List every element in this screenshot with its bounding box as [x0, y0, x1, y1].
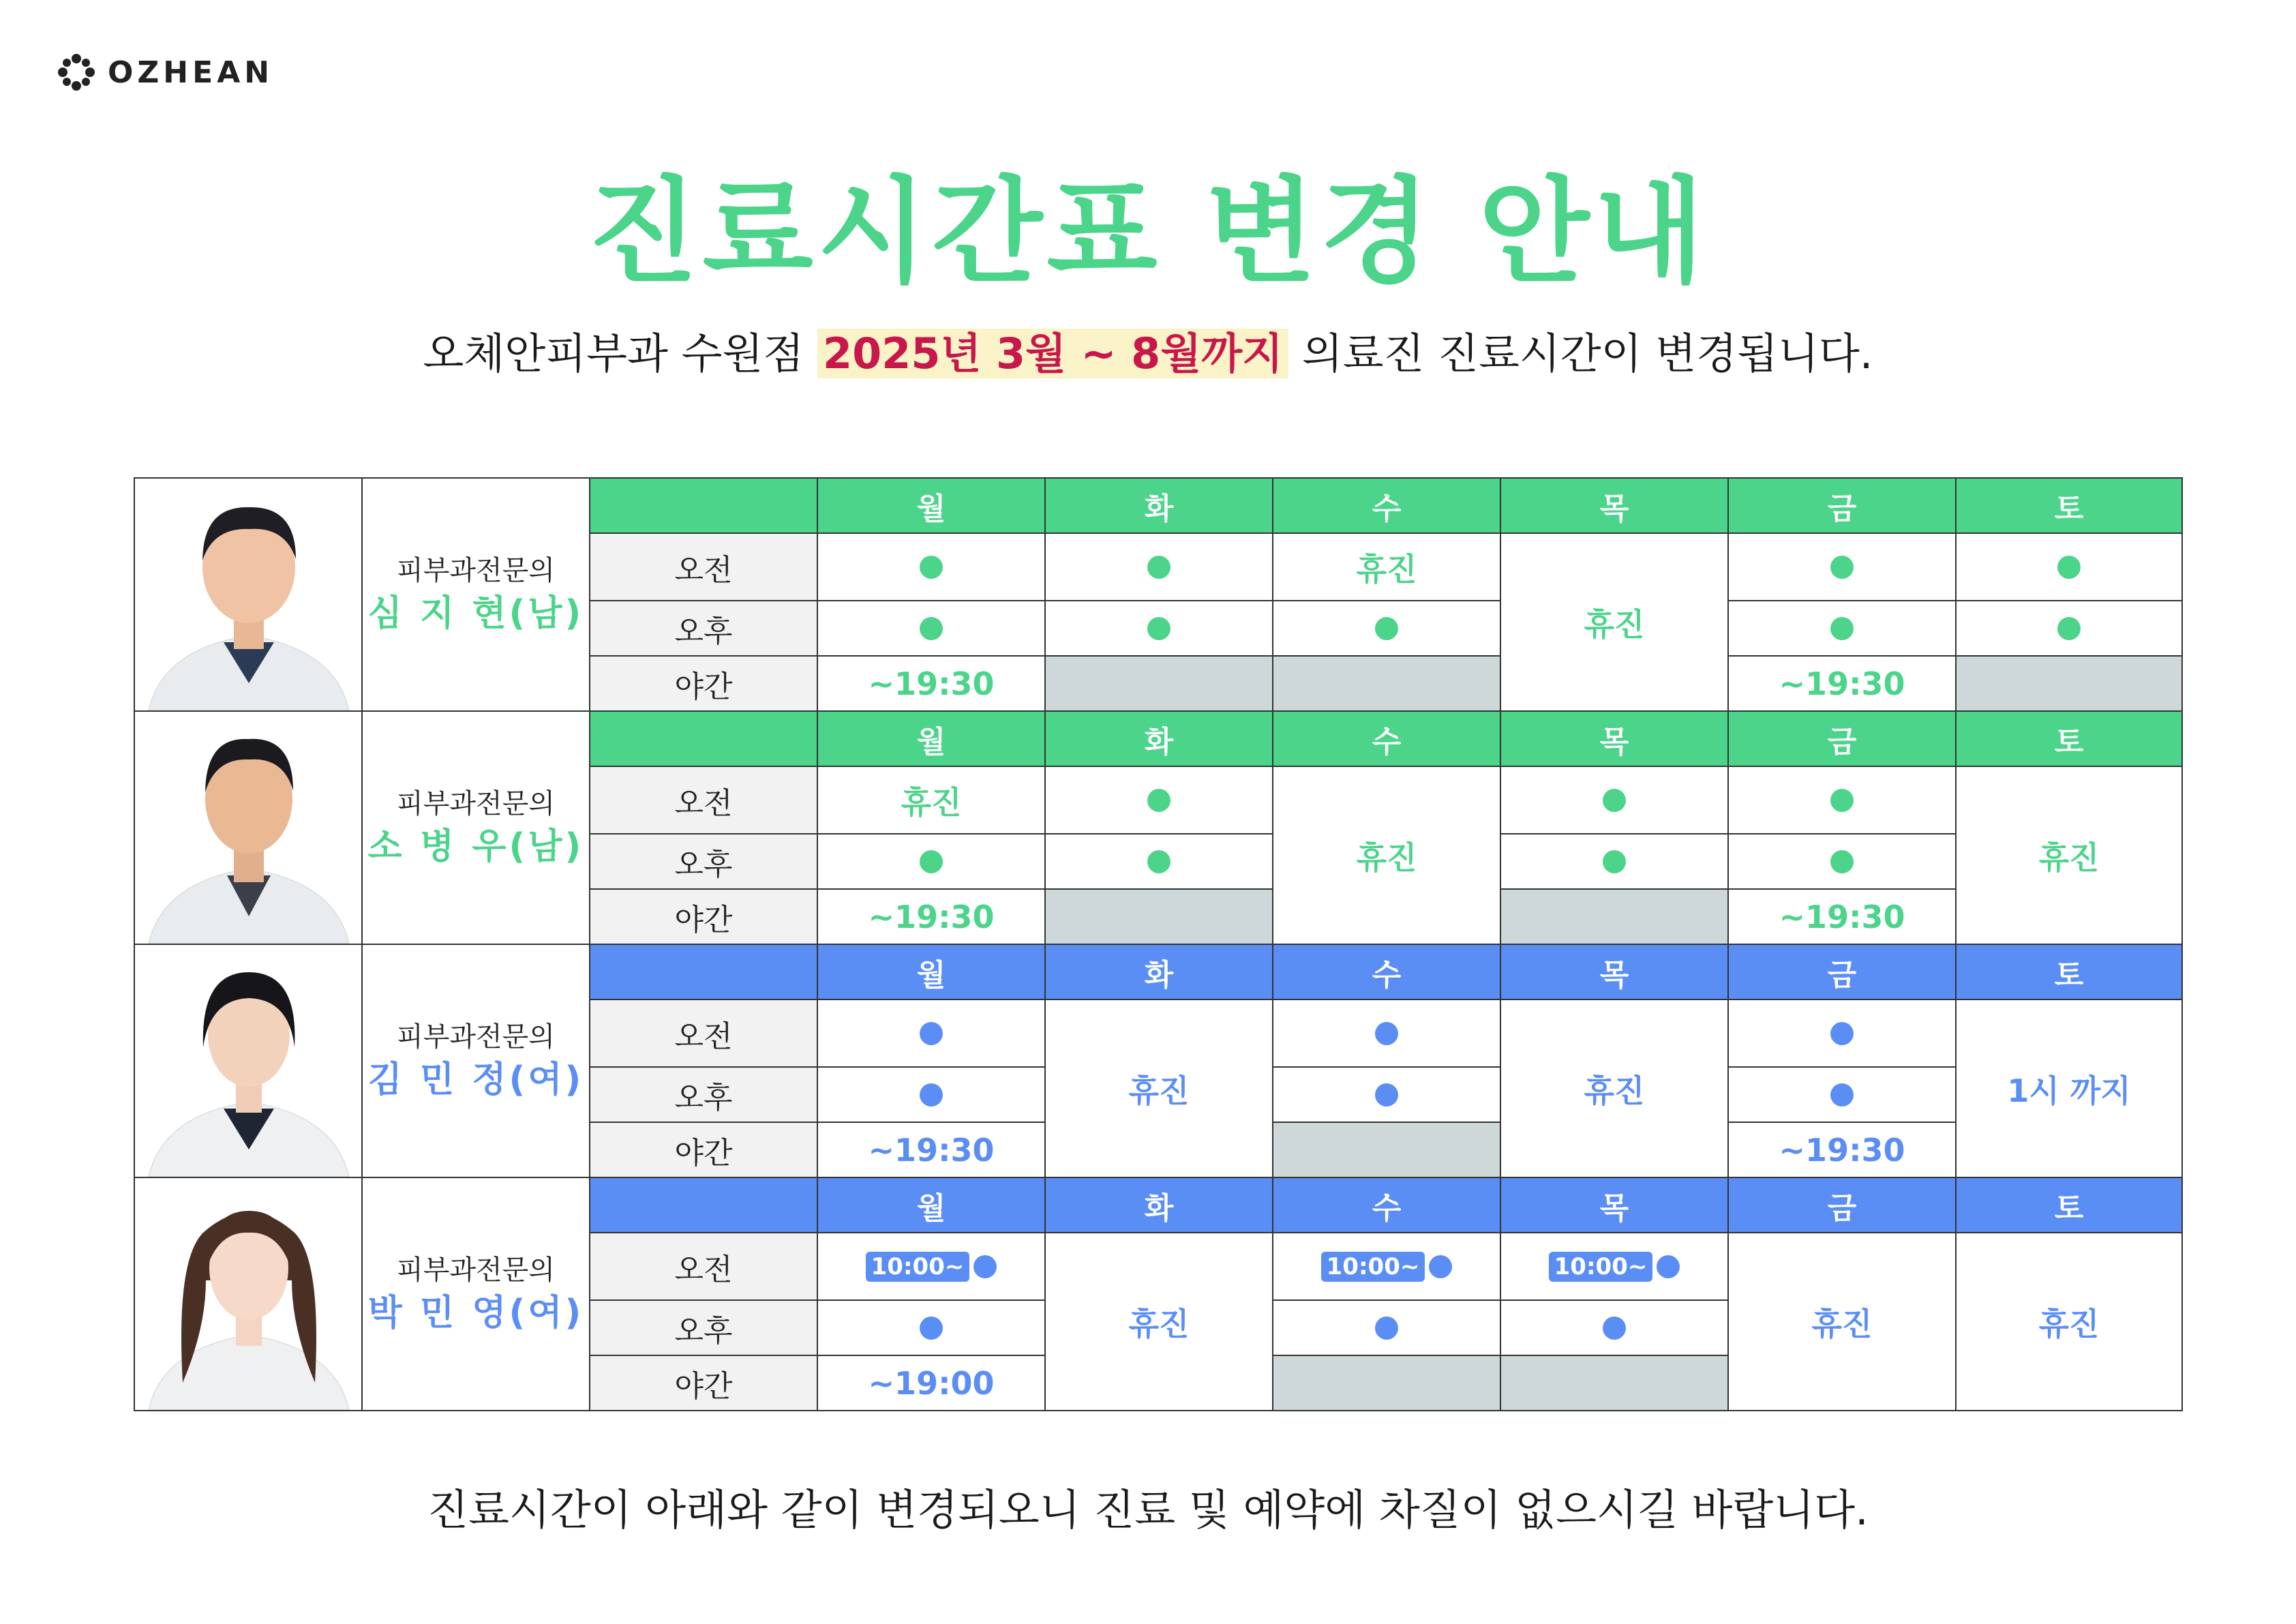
slot — [1045, 601, 1273, 656]
page-title: 진료시간표 변경 안내 — [588, 165, 1708, 299]
available-dot-icon — [1429, 1255, 1452, 1278]
header-blank — [590, 944, 817, 999]
slot — [1500, 766, 1728, 834]
day-sat: 토 — [1956, 478, 2182, 533]
night-slot: ~19:30 — [817, 1122, 1045, 1177]
available-dot-icon — [1603, 789, 1626, 812]
slot — [1728, 766, 1956, 834]
period-night: 야간 — [590, 889, 817, 944]
available-dot-icon — [920, 617, 943, 640]
period-pm: 오후 — [590, 1300, 817, 1355]
doctor-3-role: 피부과전문의 — [397, 1021, 555, 1053]
doctor-1-role: 피부과전문의 — [397, 555, 555, 586]
slot — [1045, 834, 1273, 889]
slot — [1956, 533, 2182, 601]
doctor-4-role: 피부과전문의 — [397, 1254, 555, 1286]
available-dot-icon — [1147, 789, 1170, 812]
available-dot-icon — [1830, 1022, 1854, 1045]
available-dot-icon — [1830, 556, 1854, 579]
day-tue: 화 — [1045, 711, 1273, 766]
day-wed: 수 — [1273, 944, 1500, 999]
closed-slot: 휴진 — [1956, 766, 2182, 944]
available-dot-icon — [1830, 1083, 1854, 1107]
doctor-3-header-row — [134, 944, 2182, 999]
slot — [1728, 533, 1956, 601]
day-wed: 수 — [1273, 711, 1500, 766]
doctor-portrait-icon — [135, 1178, 362, 1410]
period-pm: 오후 — [590, 1067, 817, 1122]
period-night: 야간 — [590, 1122, 817, 1177]
doctor-1-name: 심 지 현(남) — [367, 593, 584, 634]
closed-slot: 휴진 — [1045, 999, 1273, 1177]
day-mon: 월 — [817, 478, 1045, 533]
available-dot-icon — [1603, 1317, 1626, 1340]
doctor-4-name-cell — [362, 1177, 590, 1411]
day-sat: 토 — [1956, 944, 2182, 999]
available-dot-icon — [920, 1083, 943, 1107]
day-sat: 토 — [1956, 711, 2182, 766]
available-dot-icon — [2057, 617, 2081, 640]
slot — [1728, 601, 1956, 656]
slot — [1273, 999, 1500, 1067]
header-blank — [590, 478, 817, 533]
available-dot-icon — [920, 556, 943, 579]
doctor-3-photo — [134, 944, 362, 1177]
slot — [1273, 601, 1500, 656]
schedule-table — [134, 477, 2183, 1411]
day-sat: 토 — [1956, 1177, 2182, 1233]
start-time-badge: 10:00~ — [1549, 1252, 1653, 1282]
available-dot-icon — [920, 1317, 943, 1340]
day-mon: 월 — [817, 711, 1045, 766]
slot — [1728, 999, 1956, 1067]
period-am: 오전 — [590, 1233, 817, 1300]
doctor-1-photo — [134, 478, 362, 711]
day-wed: 수 — [1273, 1177, 1500, 1233]
slot — [1045, 766, 1273, 834]
day-fri: 금 — [1728, 1177, 1956, 1233]
closed-slot: 휴진 — [1045, 1233, 1273, 1411]
night-slot: ~19:30 — [1728, 1122, 1956, 1177]
closed-slot: 휴진 — [1500, 533, 1728, 711]
day-fri: 금 — [1728, 944, 1956, 999]
header-blank — [590, 711, 817, 766]
available-dot-icon — [920, 850, 943, 873]
day-tue: 화 — [1045, 1177, 1273, 1233]
doctor-2-photo — [134, 711, 362, 944]
slot — [1273, 1067, 1500, 1122]
slot — [1273, 1233, 1500, 1300]
slot — [1728, 834, 1956, 889]
brand-name: OZHEAN — [108, 55, 274, 90]
available-dot-icon — [1830, 850, 1854, 873]
doctor-4-name: 박 민 영(여) — [367, 1293, 584, 1334]
closed-slot: 휴진 — [1500, 999, 1728, 1177]
doctor-2-header-row — [134, 711, 2182, 766]
available-dot-icon — [1147, 850, 1170, 873]
footer-notice: 진료시간이 아래와 같이 변경되오니 진료 및 예약에 차질이 없으시길 바랍니다. — [427, 1485, 1869, 1535]
night-slot: ~19:30 — [1728, 889, 1956, 944]
doctor-3-name: 김 민 정(여) — [367, 1059, 584, 1100]
subtitle-pre: 오체안피부과 수원점 — [423, 329, 817, 378]
day-thu: 목 — [1500, 1177, 1728, 1233]
flower-logo-icon — [57, 53, 95, 91]
slot — [817, 601, 1045, 656]
doctor-3-name-cell — [362, 944, 590, 1177]
doctor-2-name: 소 병 우(남) — [367, 826, 584, 867]
slot — [817, 999, 1045, 1067]
period-night: 야간 — [590, 656, 817, 711]
slot — [817, 834, 1045, 889]
night-off-slot — [1500, 1355, 1728, 1411]
slot — [1500, 1300, 1728, 1355]
day-thu: 목 — [1500, 711, 1728, 766]
night-off-slot — [1045, 656, 1273, 711]
saturday-note: 1시 까지 — [1956, 999, 2182, 1177]
closed-slot: 휴진 — [1728, 1233, 1956, 1411]
available-dot-icon — [2057, 556, 2081, 579]
night-off-slot — [1273, 1122, 1500, 1177]
night-off-slot — [1045, 889, 1273, 944]
slot — [1045, 533, 1273, 601]
slot — [1273, 1300, 1500, 1355]
subtitle-post: 의료진 진료시간이 변경됩니다. — [1288, 329, 1873, 378]
period-pm: 오후 — [590, 601, 817, 656]
closed-slot: 휴진 — [1273, 766, 1500, 944]
start-time-badge: 10:00~ — [866, 1252, 970, 1282]
doctor-portrait-icon — [135, 479, 362, 710]
day-thu: 목 — [1500, 944, 1728, 999]
night-off-slot — [1273, 656, 1500, 711]
available-dot-icon — [1375, 1022, 1398, 1045]
available-dot-icon — [1657, 1255, 1680, 1278]
closed-slot: 휴진 — [817, 766, 1045, 834]
closed-slot: 휴진 — [1956, 1233, 2182, 1411]
night-slot: ~19:30 — [817, 889, 1045, 944]
slot — [817, 1067, 1045, 1122]
period-am: 오전 — [590, 999, 817, 1067]
slot — [1728, 1067, 1956, 1122]
available-dot-icon — [1375, 617, 1398, 640]
page-subtitle — [0, 323, 2296, 385]
period-am: 오전 — [590, 766, 817, 834]
available-dot-icon — [1603, 850, 1626, 873]
doctor-4-header-row — [134, 1177, 2182, 1233]
available-dot-icon — [1375, 1317, 1398, 1340]
closed-slot: 휴진 — [1273, 533, 1500, 601]
slot — [1500, 834, 1728, 889]
doctor-2-role: 피부과전문의 — [397, 788, 555, 819]
period-pm: 오후 — [590, 834, 817, 889]
doctor-1-name-cell — [362, 478, 590, 711]
period-night: 야간 — [590, 1355, 817, 1411]
night-slot: ~19:30 — [817, 656, 1045, 711]
doctor-1-header-row — [134, 478, 2182, 533]
day-mon: 월 — [817, 1177, 1045, 1233]
available-dot-icon — [1830, 789, 1854, 812]
doctor-2-name-cell — [362, 711, 590, 944]
available-dot-icon — [1147, 617, 1170, 640]
day-thu: 목 — [1500, 478, 1728, 533]
night-slot: ~19:30 — [1728, 656, 1956, 711]
day-fri: 금 — [1728, 478, 1956, 533]
doctor-portrait-icon — [135, 945, 362, 1177]
start-time-badge: 10:00~ — [1321, 1252, 1425, 1282]
available-dot-icon — [1830, 617, 1854, 640]
day-fri: 금 — [1728, 711, 1956, 766]
slot — [817, 1300, 1045, 1355]
doctor-4-photo — [134, 1177, 362, 1411]
available-dot-icon — [920, 1022, 943, 1045]
doctor-portrait-icon — [135, 712, 362, 944]
night-slot: ~19:00 — [817, 1355, 1045, 1411]
slot — [1956, 601, 2182, 656]
available-dot-icon — [973, 1255, 997, 1278]
subtitle-highlight: 2025년 3월 ~ 8월까지 — [817, 329, 1288, 378]
slot — [817, 533, 1045, 601]
header-blank — [590, 1177, 817, 1233]
day-tue: 화 — [1045, 478, 1273, 533]
slot — [1500, 1233, 1728, 1300]
night-off-slot — [1500, 889, 1728, 944]
night-off-slot — [1956, 656, 2182, 711]
day-mon: 월 — [817, 944, 1045, 999]
brand-logo — [57, 53, 273, 91]
night-off-slot — [1273, 1355, 1500, 1411]
period-am: 오전 — [590, 533, 817, 601]
day-tue: 화 — [1045, 944, 1273, 999]
available-dot-icon — [1375, 1083, 1398, 1107]
day-wed: 수 — [1273, 478, 1500, 533]
slot — [817, 1233, 1045, 1300]
available-dot-icon — [1147, 556, 1170, 579]
